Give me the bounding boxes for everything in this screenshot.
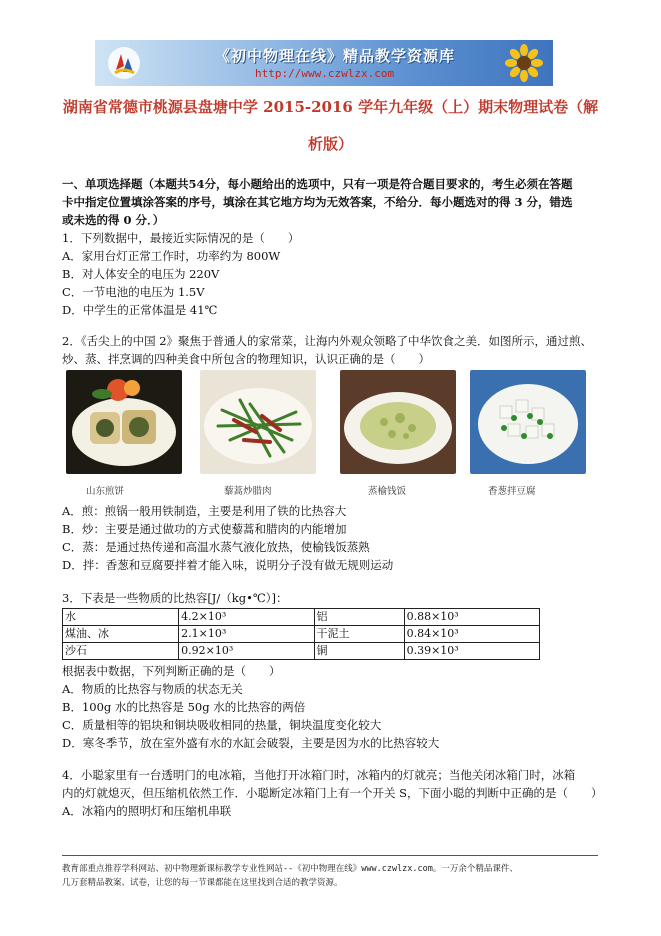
q3-option-d: D．寒冬季节，放在室外盛有水的水缸会破裂，主要是因为水的比热容较大: [62, 736, 440, 750]
question-4-stem: 4．小聪家里有一台透明门的电冰箱，当他打开冰箱门时，冰箱内的灯就亮；当他关闭冰箱门时，冰箱: [62, 768, 576, 782]
table-cell: 煤油、冰: [63, 626, 179, 643]
footer-text: 几万套精品教案、试卷，让您的每一节课都能在这里找到合适的教学资源。: [62, 878, 343, 888]
question-3-stem: 3．下表是一些物质的比热容[J/（kg•℃）]：: [62, 591, 288, 605]
question-2-stem-cont: 炒、蒸、拌烹调的四种美食中所包含的物理知识，认识正确的是（ ）: [62, 352, 430, 366]
q3-option-a: A．物质的比热容与物质的状态无关: [62, 682, 243, 696]
table-cell: 0.84×10³: [404, 626, 539, 643]
header-banner: [95, 40, 553, 86]
q2-option-a: A．煎：煎锅一般用铁制造，主要是利用了铁的比热容大: [62, 504, 347, 518]
site-logo-icon: [107, 46, 141, 80]
table-cell: 沙石: [63, 643, 179, 660]
photo-caption: 香葱拌豆腐: [488, 486, 536, 497]
table-row: [63, 643, 540, 660]
footer-text: 教育部重点推荐学科网站、初中物理新课标教学专业性网站--《初中物理在线》www.czwlzx.com。一万余个精品课件、: [62, 864, 518, 874]
food-photo-stirfry: [200, 370, 316, 474]
question-1-stem: 1．下列数据中，最接近实际情况的是（ ）: [62, 231, 300, 245]
q1-option-d: D．中学生的正常体温是 41℃: [62, 303, 218, 317]
sunflower-icon: [505, 44, 543, 82]
section-header-line: 卡中指定位置填涂答案的序号，填涂在其它地方均为无效答案，不给分．每小题选对的得 3 分，错选: [62, 195, 573, 209]
question-2-stem: 2．《舌尖上的中国 2》聚焦于普通人的家常菜，让海内外观众领略了中华饮食之美．如图所示，通过煎、: [62, 334, 593, 348]
photo-caption: 蒸榆钱饭: [368, 486, 407, 497]
q3-option-c: C．质量相等的铝块和铜块吸收相同的热量，铜块温度变化较大: [62, 718, 382, 732]
q1-option-b: B．对人体安全的电压为 220V: [62, 267, 220, 281]
table-cell: 0.92×10³: [179, 643, 314, 660]
photo-caption: 藜蒿炒腊肉: [224, 486, 272, 497]
document-title-cont: 析版）: [307, 135, 353, 153]
q2-option-c: C．蒸：是通过热传递和高温水蒸气液化放热，使榆钱饭蒸熟: [62, 540, 370, 554]
q1-option-c: C．一节电池的电压为 1.5V: [62, 285, 205, 299]
food-photo-pancake: [66, 370, 182, 474]
table-cell: 2.1×10³: [179, 626, 314, 643]
table-cell: 铝: [314, 609, 404, 626]
q2-option-d: D．拌：香葱和豆腐要拌着才能入味，说明分子没有做无规则运动: [62, 558, 394, 572]
q1-option-a: A．家用台灯正常工作时，功率约为 800W: [62, 249, 281, 263]
banner-url[interactable]: http://www.czwlzx.com: [255, 67, 395, 80]
table-row: [63, 626, 540, 643]
table-cell: 4.2×10³: [179, 609, 314, 626]
table-cell: 铜: [314, 643, 404, 660]
q4-option-a: A．冰箱内的照明灯和压缩机串联: [62, 804, 232, 818]
section-header-line: 一、单项选择题（本题共54分，每小题给出的选项中，只有一项是符合题目要求的，考生必须在答题: [62, 177, 573, 191]
table-cell: 水: [63, 609, 179, 626]
specific-heat-table: [62, 608, 540, 660]
question-4-stem-cont: 内的灯就熄灭，但压缩机依然工作．小聪断定冰箱门上有一个开关 S，下面小聪的判断中正确的是（ ）: [62, 786, 603, 800]
q2-option-b: B．炒：主要是通过做功的方式使藜蒿和腊肉的内能增加: [62, 522, 347, 536]
table-cell: 0.88×10³: [404, 609, 539, 626]
table-row: [63, 609, 540, 626]
banner-title: 《初中物理在线》精品教学资源库: [215, 47, 456, 65]
q3-option-b: B．100g 水的比热容是 50g 水的比热容的两倍: [62, 700, 306, 714]
table-cell: 0.39×10³: [404, 643, 539, 660]
footer-divider: [62, 855, 598, 856]
food-photo-tofu: [470, 370, 586, 474]
section-header-line: 或未选的得 0 分．）: [62, 213, 165, 227]
photo-caption: 山东煎饼: [86, 486, 125, 497]
question-3-prompt: 根据表中数据，下列判断正确的是（ ）: [62, 664, 281, 678]
food-photo-steamed-rice: [340, 370, 456, 474]
document-title: 湖南省常德市桃源县盘塘中学 2015-2016 学年九年级（上）期末物理试卷（解: [62, 98, 599, 116]
table-cell: 干泥土: [314, 626, 404, 643]
